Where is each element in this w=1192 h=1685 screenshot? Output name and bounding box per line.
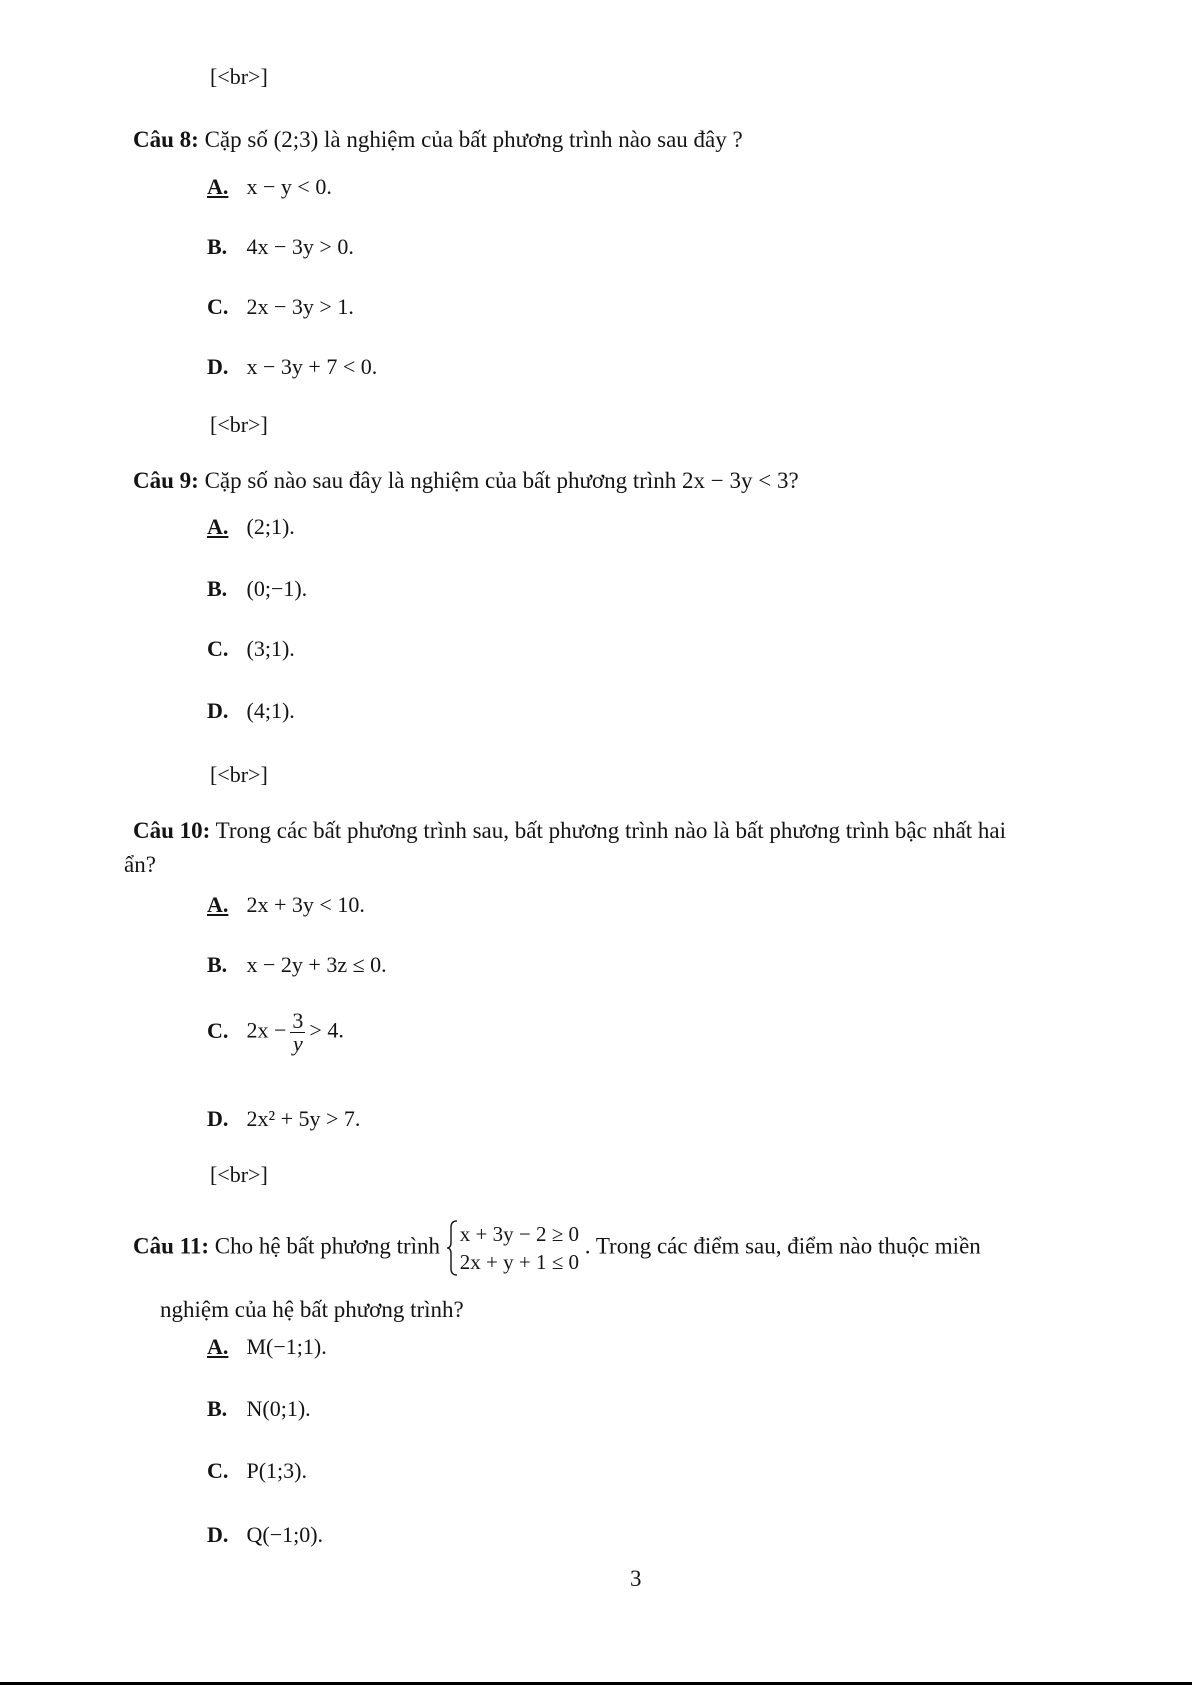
- option-letter: B.: [207, 1396, 228, 1421]
- question-label: Câu 11:: [133, 1233, 210, 1259]
- fraction: [290, 1010, 305, 1055]
- question-text-continued: ẩn?: [124, 852, 156, 877]
- option-letter: A.: [207, 892, 229, 917]
- question-text: Trong các bất phương trình sau, bất phương trình nào là bất phương trình bậc nhất hai: [215, 818, 1007, 843]
- question-label: Câu 9:: [133, 468, 199, 493]
- option-d[interactable]: [207, 1522, 323, 1548]
- option-text: M(−1;1).: [246, 1334, 327, 1359]
- option-text: Q(−1;0).: [246, 1522, 324, 1547]
- option-letter: D.: [207, 1522, 229, 1547]
- question-text-after: . Trong các điểm sau, điểm nào thuộc miền: [584, 1233, 981, 1259]
- option-text: 2x² + 5y > 7.: [246, 1106, 361, 1131]
- question-10: [133, 818, 1006, 844]
- question-label: Câu 8:: [133, 127, 199, 152]
- question-label: Câu 10:: [133, 818, 211, 843]
- option-text: P(1;3).: [246, 1458, 307, 1483]
- option-text: (2;1).: [246, 514, 295, 539]
- option-text: 4x − 3y > 0.: [246, 234, 354, 259]
- option-a[interactable]: [207, 892, 365, 918]
- option-a[interactable]: [207, 514, 295, 540]
- option-pre: 2x −: [246, 1017, 287, 1043]
- question-text-continued: nghiệm của hệ bất phương trình?: [160, 1297, 464, 1322]
- question-9: [133, 468, 799, 494]
- option-d[interactable]: [207, 1106, 360, 1132]
- option-letter: D.: [207, 1106, 229, 1131]
- option-a[interactable]: [207, 174, 332, 200]
- option-text: x − 3y + 7 < 0.: [246, 354, 378, 379]
- br-marker: [<br>]: [210, 1162, 268, 1187]
- option-post: > 4.: [309, 1017, 344, 1043]
- option-letter: D.: [207, 698, 229, 723]
- option-letter: C.: [207, 1458, 229, 1483]
- option-text: 2x + 3y < 10.: [246, 892, 365, 917]
- option-d[interactable]: [207, 354, 377, 380]
- question-text: Cặp số nào sau đây là nghiệm của bất phương trình 2x − 3y < 3?: [204, 468, 799, 493]
- option-letter: B.: [207, 234, 228, 259]
- option-text: x − 2y + 3z ≤ 0.: [246, 952, 387, 977]
- option-text: (3;1).: [246, 636, 295, 661]
- option-c[interactable]: [207, 1458, 307, 1484]
- option-text: N(0;1).: [246, 1396, 311, 1421]
- option-text: (0;−1).: [246, 576, 308, 601]
- question-text: Cặp số (2;3) là nghiệm của bất phương trình nào sau đây ?: [204, 127, 743, 152]
- option-text: (4;1).: [246, 698, 295, 723]
- system-line-2: 2x + y + 1 ≤ 0: [459, 1250, 579, 1274]
- system-line-1: x + 3y − 2 ≥ 0: [459, 1222, 579, 1246]
- option-b[interactable]: [207, 234, 354, 260]
- option-b[interactable]: [207, 576, 307, 602]
- inequality-system: [446, 1220, 579, 1276]
- question-11: [133, 1220, 981, 1276]
- option-letter: A.: [207, 1334, 229, 1359]
- br-marker: [<br>]: [210, 64, 268, 89]
- option-c[interactable]: [207, 636, 295, 662]
- option-letter: B.: [207, 576, 228, 601]
- option-c[interactable]: [207, 1010, 344, 1055]
- option-a[interactable]: [207, 1334, 327, 1360]
- option-letter: C.: [207, 1017, 229, 1043]
- br-marker: [<br>]: [210, 412, 268, 437]
- left-brace-icon: [446, 1220, 458, 1276]
- option-letter: A.: [207, 174, 229, 199]
- option-letter: A.: [207, 514, 229, 539]
- option-letter: C.: [207, 636, 229, 661]
- fraction-numerator: 3: [292, 1008, 304, 1033]
- question-8: [133, 127, 743, 153]
- option-b[interactable]: [207, 1396, 311, 1422]
- option-c[interactable]: [207, 294, 354, 320]
- option-text: 2x − 3y > 1.: [246, 294, 354, 319]
- option-d[interactable]: [207, 698, 295, 724]
- option-letter: B.: [207, 952, 228, 977]
- option-letter: C.: [207, 294, 229, 319]
- page-number: 3: [630, 1566, 642, 1591]
- br-marker: [<br>]: [210, 762, 268, 787]
- option-text: x − y < 0.: [246, 174, 332, 199]
- option-letter: D.: [207, 354, 229, 379]
- question-text: Cho hệ bất phương trình: [214, 1233, 441, 1259]
- fraction-denominator: y: [293, 1031, 303, 1056]
- option-b[interactable]: [207, 952, 387, 978]
